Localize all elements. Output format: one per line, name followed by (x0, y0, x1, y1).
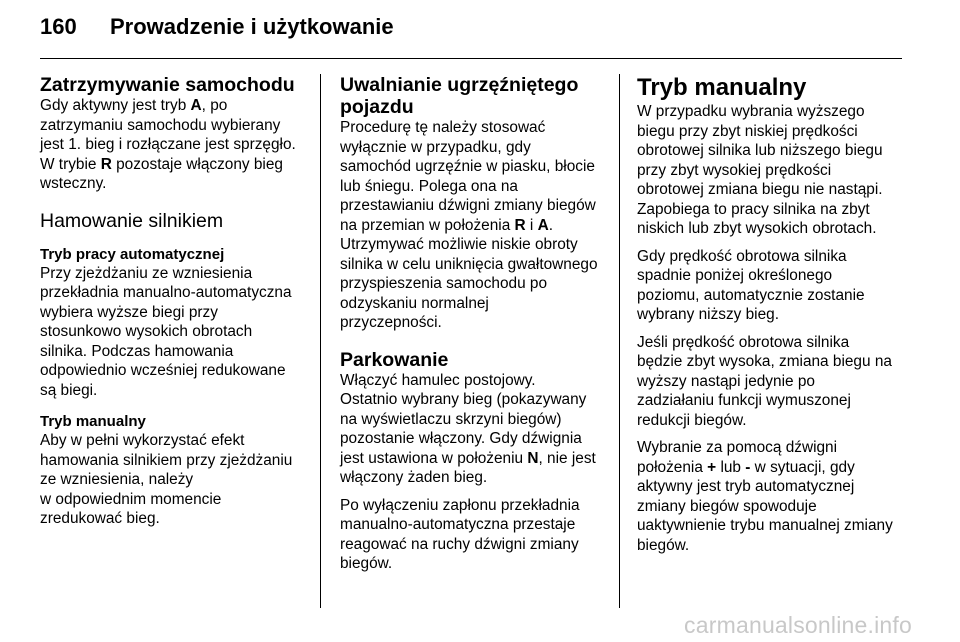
text-line: uaktywnienie trybu manualnej zmiany (637, 517, 893, 534)
text-line: odpowiednio wcześniej redukowane (40, 362, 286, 379)
heading-manual-mode-braking: Tryb manualny (40, 413, 146, 430)
text-line: zadziałaniu funkcji wymuszonej (637, 392, 851, 409)
bold-symbol: A (190, 97, 202, 114)
text-line: na przemian w położenia R i A. (340, 216, 554, 234)
text-line: Po wyłączeniu zapłonu przekładnia (340, 496, 580, 514)
paragraph-automatic-mode (40, 264, 312, 401)
text-line: ze wzniesienia, należy (40, 471, 194, 488)
text-line: Przy zjeżdżaniu ze wzniesienia (40, 264, 253, 282)
paragraph-manual-4 (637, 438, 909, 555)
text-line: przy zbyt wysokiej prędkości (637, 161, 832, 179)
text-line: pozostanie włączony. Gdy dźwignia (340, 430, 582, 447)
paragraph-manual-1 (637, 102, 909, 239)
text-line: silnika w celu uniknięcia gwałtownego (340, 255, 598, 273)
heading-stopping: Zatrzymywanie samochodu (40, 74, 295, 96)
text-line: Procedurę tę należy stosować (340, 119, 546, 136)
text-line: wybrany niższy bieg. (637, 306, 779, 323)
text-line: Aby w pełni wykorzystać efekt (40, 432, 245, 449)
text-line: obrotowej zmiana biegu nie nastąpi. (637, 181, 883, 198)
text-line: biegu przy zbyt niskiej prędkości (637, 122, 858, 140)
text-line: zredukować bieg. (40, 510, 160, 527)
bold-symbol: A (537, 216, 549, 234)
heading-engine-braking: Hamowanie silnikiem (40, 209, 224, 232)
text-line: Ostatnio wybrany bieg (pokazywany (340, 391, 587, 408)
page-title: Prowadzenie i użytkowanie (110, 14, 394, 39)
text-line: biegów. (637, 536, 690, 554)
text-line: biegów. (340, 555, 393, 572)
bold-symbol: N (527, 449, 539, 467)
paragraph-manual-3 (637, 333, 909, 431)
text-line: Zapobiega to pracy silnika na zbyt (637, 200, 870, 218)
text-line: są biegi. (40, 381, 98, 399)
text-line: wsteczny. (40, 175, 107, 192)
text-line: zatrzymaniu samochodu wybierany (40, 116, 281, 134)
bold-symbol: R (514, 216, 526, 234)
text-line: hamowania silnikiem przy zjeżdżaniu (40, 451, 293, 469)
heading-automatic-mode: Tryb pracy automatycznej (40, 245, 225, 263)
text-line: W trybie R pozostaje włączony bieg (40, 155, 283, 173)
text-line: Utrzymywać możliwie niskie obroty (340, 236, 578, 253)
text-line: pojazdu (340, 96, 414, 118)
text-line: spadnie poniżej określonego (637, 267, 833, 284)
paragraph-manual-2 (637, 247, 909, 325)
bold-symbol: R (100, 155, 112, 173)
column-3 (637, 74, 909, 555)
header-rule (40, 58, 902, 59)
text-line: niskich lub zbyt wysokich obrotach. (637, 220, 877, 237)
column-2 (340, 74, 612, 574)
text-line: przestawianiu dźwigni zmiany biegów (340, 197, 596, 214)
heading-rocking (340, 74, 612, 118)
page-number: 160 (40, 14, 77, 39)
text-line: włączony żaden bieg. (340, 469, 488, 486)
page-header (40, 14, 394, 46)
heading-parking: Parkowanie (340, 348, 449, 371)
text-line: Gdy prędkość obrotowa silnika (637, 247, 847, 265)
text-line: przyspieszenia samochodu po (340, 275, 548, 292)
paragraph-parking (340, 371, 612, 488)
text-line: aktywny jest tryb automatycznej (637, 478, 855, 495)
text-line: wybiera wyższe biegi przy (40, 303, 218, 321)
text-line: zmiany biegów spowoduje (637, 497, 817, 515)
text-line: wyższy nastąpi jedynie po (637, 372, 815, 390)
paragraph-parking-ignition (340, 496, 612, 574)
text-line: będzie zbyt wysoka, zmiana biegu na (637, 353, 892, 370)
text-line: reagować na ruchy dźwigni zmiany (340, 535, 579, 553)
text-line: samochód ugrzęźnie w piasku, błocie (340, 158, 595, 175)
text-line: położenia + lub - w sytuacji, gdy (637, 458, 855, 476)
text-line: obrotowej silnika lub niższego biegu (637, 142, 883, 159)
text-line: poziomu, automatycznie zostanie (637, 286, 865, 304)
text-line: Włączyć hamulec postojowy. (340, 371, 536, 389)
text-line: redukcji biegów. (637, 411, 747, 429)
text-line: Jeśli prędkość obrotowa silnika (637, 333, 850, 351)
paragraph-rocking (340, 118, 612, 333)
text-line: manualno-automatyczna przestaje (340, 516, 576, 533)
bold-symbol: - (745, 458, 751, 476)
text-line: wyłącznie w przypadku, gdy (340, 138, 531, 156)
text-line: odzyskaniu normalnej (340, 294, 489, 312)
text-line: na wyświetlaczu skrzyni biegów) (340, 410, 562, 428)
text-line: w odpowiednim momencie (40, 490, 222, 508)
text-line: Uwalnianie ugrzęźniętego (340, 74, 579, 96)
text-line: Gdy aktywny jest tryb A, po (40, 97, 228, 114)
text-line: przekładnia manualno-automatyczna (40, 284, 292, 301)
column-1 (40, 74, 312, 529)
text-line: jest 1. bieg i rozłączane jest sprzęgło. (40, 136, 296, 153)
bold-symbol: + (707, 458, 717, 476)
paragraph-stopping (40, 96, 312, 194)
text-line: stosunkowo wysokich obrotach (40, 323, 253, 340)
text-line: przyczepności. (340, 314, 442, 331)
column-divider-1 (320, 74, 321, 608)
paragraph-manual-mode-braking (40, 431, 312, 529)
watermark: carmanualsonline.info (684, 612, 912, 638)
text-line: silnika. Podczas hamowania (40, 342, 234, 360)
text-line: W przypadku wybrania wyższego (637, 103, 865, 120)
heading-manual-mode: Tryb manualny (637, 74, 807, 101)
text-line: lub śniegu. Polega ona na (340, 177, 518, 195)
column-divider-2 (619, 74, 620, 608)
text-line: Wybranie za pomocą dźwigni (637, 439, 838, 456)
text-line: jest ustawiona w położeniu N, nie jest (340, 449, 596, 467)
